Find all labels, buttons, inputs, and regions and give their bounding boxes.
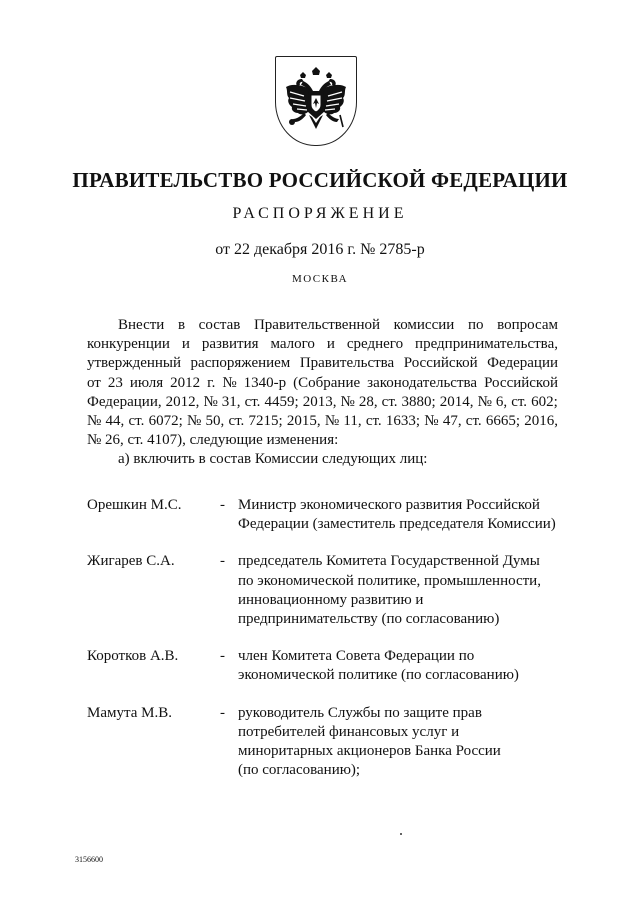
intro-word: развития xyxy=(201,336,259,353)
coat-of-arms-emblem-icon xyxy=(275,56,357,146)
member-name: Коротков А.В. xyxy=(87,648,179,665)
intro-word: Правительственной xyxy=(253,317,381,333)
intro-line xyxy=(87,335,558,354)
intro-word: ст. xyxy=(511,393,528,410)
member-role: председатель Комитета Государственной Думы по экономической политике, промышленности, инновационному развитию и предпринимательству (по согласованию) xyxy=(238,553,541,628)
intro-word: предпринимательства, xyxy=(415,336,558,353)
intro-word: 28, xyxy=(358,393,378,410)
intro-line xyxy=(87,374,558,393)
intro-line xyxy=(87,354,558,373)
intro-word: ст. xyxy=(465,412,482,429)
intro-word: 11, xyxy=(343,412,362,429)
intro-word: № xyxy=(340,393,355,410)
intro-word: 50, xyxy=(205,412,225,429)
intro-line: № 26, ст. 4107), следующие изменения: xyxy=(87,432,339,449)
member-entry xyxy=(87,552,558,629)
intro-word: № xyxy=(222,374,237,391)
intro-word: 6665; xyxy=(485,412,521,429)
intro-word: 1633; xyxy=(385,412,421,429)
member-list xyxy=(87,496,558,798)
intro-word: Правительства xyxy=(299,355,395,372)
intro-word: 23 xyxy=(107,374,123,391)
intro-word: 3880; xyxy=(401,393,436,410)
intro-word: ст. xyxy=(365,412,382,429)
intro-word: среднего xyxy=(346,336,404,353)
intro-word: Российской xyxy=(403,355,478,372)
intro-word: № xyxy=(477,393,492,410)
intro-word: 2015, xyxy=(286,412,321,429)
intro-word: № xyxy=(87,412,102,429)
intro-word: 1340-р xyxy=(243,374,287,391)
intro-word: вопросам xyxy=(497,317,558,333)
intro-word: № xyxy=(424,412,439,429)
scan-artifact-dot xyxy=(400,833,402,835)
intro-word: 4459; xyxy=(264,393,299,410)
intro-word: 2012 xyxy=(170,374,201,391)
item-a-line: а) включить в состав Комиссии следующих лиц: xyxy=(118,451,428,468)
intro-word: утвержденный xyxy=(87,355,182,372)
intro-word: № xyxy=(203,393,218,410)
intro-word: ст. xyxy=(381,393,398,410)
intro-word: 2012, xyxy=(165,393,200,410)
member-dash: - xyxy=(220,497,225,513)
member-dash: - xyxy=(220,704,225,721)
member-name: Мамута М.В. xyxy=(87,704,172,721)
intro-word: 602; xyxy=(531,393,558,410)
intro-word: ст. xyxy=(228,412,245,429)
intro-line xyxy=(87,393,558,412)
intro-word: г. xyxy=(207,374,216,391)
member-dash: - xyxy=(220,648,225,665)
intro-word: от xyxy=(87,374,101,391)
intro-word: Внести xyxy=(118,317,165,333)
intro-word: малого xyxy=(270,336,315,353)
intro-word: (Собрание xyxy=(293,374,361,391)
member-role: руководитель Службы по защите прав потребителей финансовых услуг и миноритарных акционеров Банка России (по согласованию); xyxy=(238,704,501,779)
intro-word: ст. xyxy=(244,393,261,410)
intro-word: Российской xyxy=(484,374,558,391)
double-headed-eagle-icon xyxy=(282,65,350,139)
intro-word: Федерации, xyxy=(87,393,162,410)
intro-word: в xyxy=(177,317,186,333)
intro-paragraph xyxy=(87,316,558,470)
member-role: член Комитета Совета Федерации по экономической политике (по согласованию) xyxy=(238,648,519,684)
member-entry xyxy=(87,704,558,781)
intro-word: 44, xyxy=(105,412,125,429)
intro-line xyxy=(87,412,558,431)
intro-word: по xyxy=(467,317,484,333)
intro-word: 47, xyxy=(442,412,462,429)
member-dash: - xyxy=(220,553,225,570)
government-title: ПРАВИТЕЛЬСТВО РОССИЙСКОЙ ФЕДЕРАЦИИ xyxy=(72,168,568,192)
intro-word: 2016, xyxy=(524,412,558,429)
member-entry xyxy=(87,647,558,685)
intro-word: комиссии xyxy=(393,317,455,333)
intro-word: 6, xyxy=(495,393,508,410)
intro-word: состав xyxy=(198,317,241,333)
intro-word: 31, xyxy=(221,393,241,410)
member-entry xyxy=(87,496,558,534)
document-type: РАСПОРЯЖЕНИЕ xyxy=(232,205,408,222)
intro-word: 2013, xyxy=(302,393,337,410)
intro-word: Федерации xyxy=(487,355,558,372)
intro-word: и xyxy=(326,336,335,353)
document-code: 3156600 xyxy=(75,855,103,864)
intro-word: и xyxy=(181,336,190,353)
intro-word: конкуренции xyxy=(87,336,170,353)
member-name: Орешкин М.С. xyxy=(87,497,182,513)
intro-line xyxy=(87,316,558,335)
intro-word: июля xyxy=(129,374,164,391)
document-city: МОСКВА xyxy=(291,273,349,285)
intro-word: ст. xyxy=(128,412,145,429)
intro-word: № xyxy=(324,412,340,429)
intro-word: 2014, xyxy=(439,393,474,410)
intro-word: законодательства xyxy=(367,374,478,391)
intro-word: № xyxy=(186,412,202,429)
member-role: Министр экономического развития Российской Федерации (заместитель председателя Комиссии) xyxy=(238,497,556,533)
document-date-number: от 22 декабря 2016 г. № 2785-р xyxy=(215,241,425,258)
intro-word: распоряжением xyxy=(190,355,291,372)
intro-word: 6072; xyxy=(148,412,183,429)
member-name: Жигарев С.А. xyxy=(87,553,175,570)
intro-word: 7215; xyxy=(248,412,283,429)
